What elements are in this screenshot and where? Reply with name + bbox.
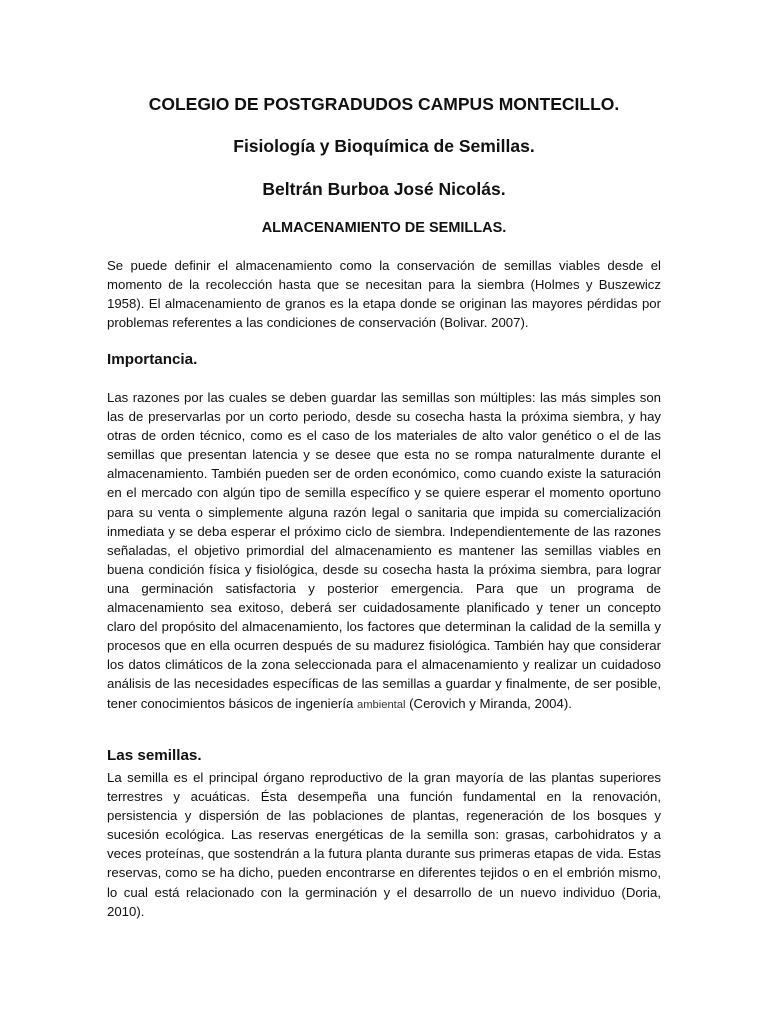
importancia-text-citation: (Cerovich y Miranda, 2004). <box>405 695 572 711</box>
importancia-text-main: Las razones por las cuales se deben guardar las semillas son múltiples: las más simples son las de preservarlas por un corto periodo, desde su cosecha hasta la próxima siembra, y hay otras de orden técnico, como es el caso de los materiales de alto valor genético o el de las semillas que presentan latencia y se desee que esta no se rompa naturalmente durante el almacenamiento. También pueden ser de orden económico, como cuando existe la saturación en el mercado con algún tipo de semilla específico y se quiere esperar el momento oportuno para su venta o simplemente alguna razón legal o sanitaria que impida su comercialización inmediata y se deba esperar el próximo ciclo de siembra. Independientemente de las razones señaladas, el objetivo primordial del almacenamiento es mantener las semillas viables en buena condición física y fisiológica, desde su cosecha hasta la próxima siembra, para lograr una germinación satisfactoria y posterior emergencia. Para que un programa de almacenamiento sea exitoso, deberá ser cuidadosamente planificado y tener un concepto claro del propósito del almacenamiento, los factores que determinan la calidad de la semilla y procesos que en ella ocurren después de su madurez fisiológica. También hay que considerar los datos climáticos de la zona seleccionada para el almacenamiento y realizar un cuidadoso análisis de las necesidades específicas de las semillas a guardar y finalmente, de ser posible, tener conocimientos básicos de ingeniería <box>107 390 661 711</box>
course-heading: Fisiología y Bioquímica de Semillas. <box>233 136 535 156</box>
importancia-text-small: ambiental <box>356 698 406 711</box>
semillas-paragraph: La semilla es el principal órgano reproductivo de la gran mayoría de las plantas superiores terrestres y acuáticas. Ésta desempeña una función fundamental en la renovación, persistencia y dispersión de las poblaciones de plantas, regeneración de los bosques y sucesión ecológica. Las reservas energéticas de la semilla son: grasas, carbohidratos y a veces proteínas, que sostendrán a la futura planta durante sus primeras etapas de vida. Estas reservas, como se ha dicho, pueden encontrarse en diferentes tejidos o en el embrión mismo, lo cual está relacionado con la germinación y el desarrollo de un nuevo individuo (Doria, 2010). <box>107 770 661 919</box>
institution-heading: COLEGIO DE POSTGRADUDOS CAMPUS MONTECILLO. <box>148 94 620 114</box>
document-title: ALMACENAMIENTO DE SEMILLAS. <box>261 220 507 236</box>
importancia-paragraph <box>107 388 661 715</box>
intro-paragraph: Se puede definir el almacenamiento como la conservación de semillas viables desde el momento de la recolección hasta que se necesitan para la siembra (Holmes y Buszewicz 1958). El almacenamiento de granos es la etapa donde se originan las mayores pérdidas por problemas referentes a las condiciones de conservación (Bolivar. 2007). <box>107 258 661 331</box>
author-heading: Beltrán Burboa José Nicolás. <box>262 179 506 199</box>
importancia-heading: Importancia. <box>107 351 198 368</box>
semillas-heading: Las semillas. <box>107 747 202 764</box>
